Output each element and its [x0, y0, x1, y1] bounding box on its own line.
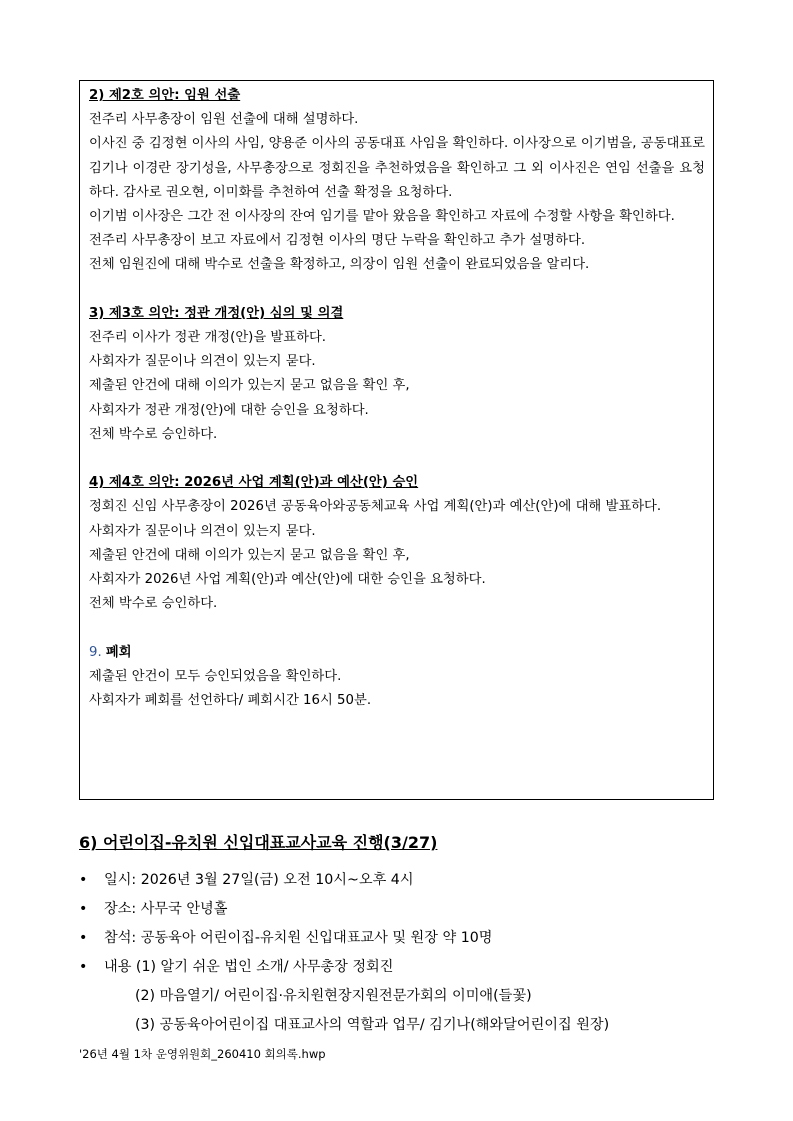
closing-line: 제출된 안건이 모두 승인되었음을 확인하다. [89, 668, 342, 684]
agenda-3-line: 사회자가 정관 개정(안)에 대한 승인을 요청하다. [89, 402, 369, 418]
list-item [79, 953, 719, 982]
page-footer: '26년 4월 1차 운영위원회_260410 회의록.hwp [79, 1047, 326, 1061]
agenda-3-line: 전체 박수로 승인하다. [89, 426, 218, 442]
agenda-4-line: 사회자가 2026년 사업 계획(안)과 예산(안)에 대한 승인을 요청하다. [89, 572, 486, 588]
section-6-heading: 6) 어린이집-유치원 신입대표교사교육 진행(3/27) [79, 833, 438, 852]
spacer [89, 616, 705, 640]
agenda-2-line: 이기범 이사장은 그간 전 이사장의 잔여 임기를 맡아 왔음을 확인하고 자료에 수정할 사항을 확인하다. [89, 209, 675, 225]
list-item-text: 내용 (1) 알기 쉬운 법인 소개/ 사무총장 정회진 [104, 959, 394, 975]
closing-heading [89, 641, 705, 665]
agenda-4-heading: 4) 제4호 의안: 2026년 사업 계획(안)과 예산(안) 승인 [89, 475, 419, 491]
bullet: • [79, 872, 88, 888]
agenda-2-line: 전주리 사무총장이 임원 선출에 대해 설명하다. [89, 112, 359, 128]
list-sub-item: (3) 공동육아어린이집 대표교사의 역할과 업무/ 김기나(해와달어린이집 원장) [135, 1017, 610, 1033]
agenda-3-line: 전주리 이사가 정관 개정(안)을 발표하다. [89, 330, 327, 346]
agenda-2-line: 이사진 중 김정현 이사의 사임, 양용준 이사의 공동대표 사임을 확인하다. 이사장으로 이기범을, 공동대표로 김기나 이경란 장기성을, 사무총장으로 정회진을 추천하였음을 확인하고 그 외 이사진은 연임 선출을 요청하다. 감사로 권오현, 이미화를 추천하여 선출 확정을 요청하다. [89, 136, 705, 200]
agenda-4-line: 전체 박수로 승인하다. [89, 596, 218, 612]
bullet: • [79, 959, 88, 975]
agenda-2-heading: 2) 제2호 의안: 임원 선출 [89, 88, 241, 103]
agenda-3-line: 사회자가 질문이나 의견이 있는지 묻다. [89, 354, 316, 370]
agenda-3-heading: 3) 제3호 의안: 정관 개정(안) 심의 및 의결 [89, 305, 344, 321]
list-item-text: 장소: 사무국 안녕홀 [104, 901, 228, 917]
list-item-text: 참석: 공동육아 어린이집-유치원 신입대표교사 및 원장 약 10명 [104, 930, 493, 946]
bullet: • [79, 901, 88, 917]
closing-number: 9. [89, 644, 102, 660]
spacer [89, 447, 705, 471]
list-item [79, 895, 719, 924]
closing-title: 폐회 [105, 644, 132, 660]
agenda-4-line: 정회진 신임 사무총장이 2026년 공동육아와공동체교육 사업 계획(안)과 예산(안)에 대해 발표하다. [89, 499, 662, 515]
list-item-text: 일시: 2026년 3월 27일(금) 오전 10시~오후 4시 [104, 872, 414, 888]
agenda-4-line: 제출된 안건에 대해 이의가 있는지 묻고 없음을 확인 후, [89, 547, 410, 563]
spacer [89, 278, 705, 302]
closing-line: 사회자가 폐회를 선언하다/ 폐회시간 16시 50분. [89, 693, 372, 709]
minutes-box [79, 80, 714, 800]
list-sub-item: (2) 마음열기/ 어린이집·유치원현장지원전문가회의 이미애(들꽃) [135, 988, 532, 1004]
bullet: • [79, 930, 88, 946]
agenda-4-line: 사회자가 질문이나 의견이 있는지 묻다. [89, 523, 316, 539]
agenda-3-line: 제출된 안건에 대해 이의가 있는지 묻고 없음을 확인 후, [89, 378, 410, 394]
agenda-2-line: 전체 임원진에 대해 박수로 선출을 확정하고, 의장이 임원 선출이 완료되었음을 알리다. [89, 257, 590, 273]
section-6-list [79, 866, 719, 1040]
list-item [79, 924, 719, 953]
list-item [79, 866, 719, 895]
agenda-2-line: 전주리 사무총장이 보고 자료에서 김정현 이사의 명단 누락을 확인하고 추가 설명하다. [89, 233, 586, 249]
